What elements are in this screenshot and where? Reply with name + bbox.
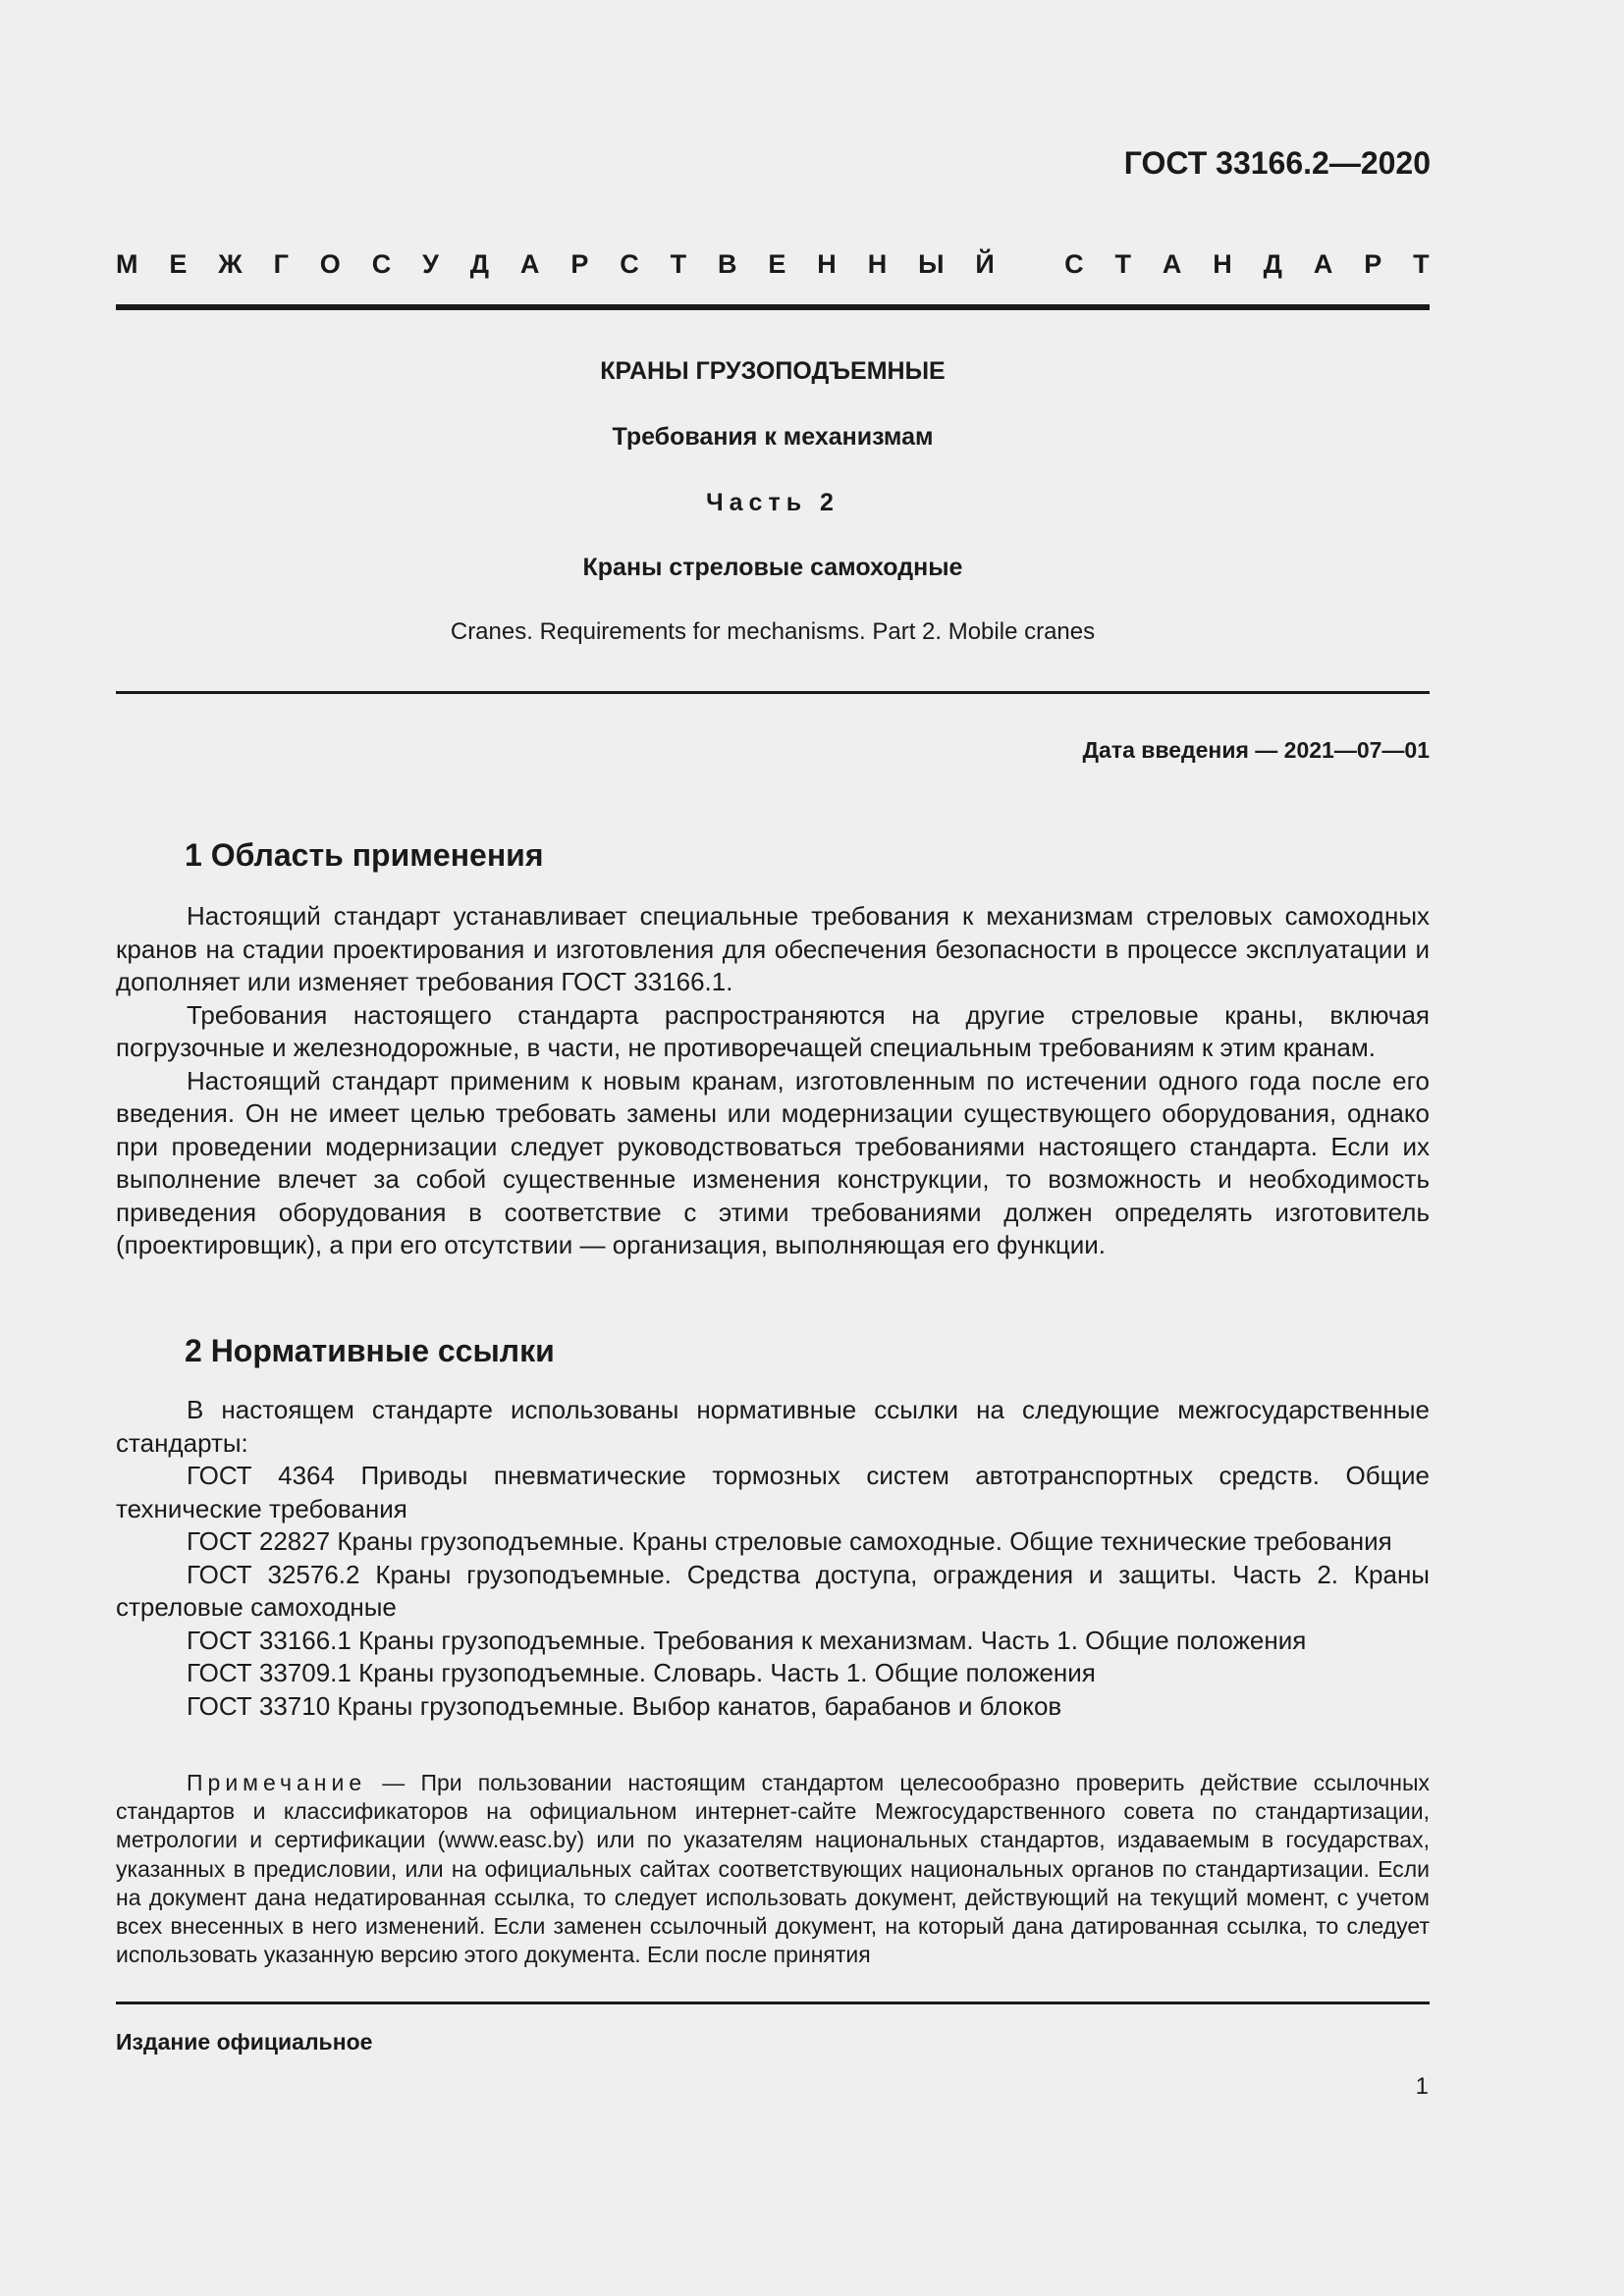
intro-date: Дата введения — 2021—07—01	[1082, 737, 1430, 763]
banner-letter: Д	[1263, 249, 1282, 279]
banner-letter: Р	[1364, 249, 1382, 279]
section-1-paragraph-1: Настоящий стандарт устанавливает специальные требования к механизмам стреловых самоходных кранов на стадии проектирования и изготовления для обеспечения безопасности в процессе эксплуатации и дополняет или изменяет требования ГОСТ 33166.1.	[116, 901, 1430, 996]
banner-letter: А	[519, 249, 540, 279]
section-2-intro: В настоящем стандарте использованы нормативные ссылки на следующие межгосударственные стандарты:	[116, 1395, 1430, 1458]
section-1-paragraph-2: Требования настоящего стандарта распространяются на другие стреловые краны, включая погрузочные и железнодорожные, в части, не противоречащей специальным требованиям к этим кранам.	[116, 999, 1430, 1062]
title-divider	[116, 691, 1430, 694]
banner-letter: Й	[975, 249, 995, 279]
banner-letter: Е	[768, 249, 786, 279]
banner-letter: М	[116, 249, 138, 279]
banner-letter: А	[1313, 249, 1333, 279]
banner-letter: Ж	[218, 249, 243, 279]
banner-letter: Н	[817, 249, 837, 279]
banner-letter: У	[422, 249, 439, 279]
standard-banner	[116, 249, 1430, 280]
section-1-heading: 1 Область применения	[185, 837, 544, 873]
reference-item: ГОСТ 4364 Приводы пневматические тормозных систем автотранспортных средств. Общие технические требования	[116, 1461, 1430, 1523]
banner-letter: С	[371, 249, 392, 279]
section-1-body	[116, 900, 1430, 1262]
section-2-heading: 2 Нормативные ссылки	[185, 1333, 555, 1368]
reference-item: ГОСТ 33709.1 Краны грузоподъемные. Словарь. Часть 1. Общие положения	[187, 1658, 1096, 1687]
note-text: — При пользовании настоящим стандартом целесообразно проверить действие ссылочных стандартов и классификаторов на официальном интернет-сайте Межгосударственного совета по стандартизации, метрологии и сертификации (www.easc.by) или по указателям национальных стандартов, издаваемым в государствах, указанных в предисловии, или на официальных сайтах соответствующих национальных органов по стандартизации. Если на документ дана недатированная ссылка, то следует использовать документ, действующий на текущий момент, с учетом всех внесенных в него изменений. Если заменен ссылочный документ, на который дана датированная ссылка, то следует использовать указанную версию этого документа. Если после принятия	[116, 1770, 1430, 1968]
banner-letter: С	[620, 249, 639, 279]
banner-letter: Т	[1114, 249, 1131, 279]
banner-letter: Н	[1213, 249, 1232, 279]
note	[116, 1769, 1430, 1971]
title-line-4: Краны стреловые самоходные	[582, 554, 963, 581]
title-line-2: Требования к механизмам	[612, 423, 934, 451]
banner-letter: В	[718, 249, 737, 279]
banner-letter: О	[319, 249, 341, 279]
title-line-1: КРАНЫ ГРУЗОПОДЪЕМНЫЕ	[600, 357, 946, 385]
header-divider	[116, 304, 1430, 310]
section-2-body	[116, 1394, 1430, 1723]
banner-letter: Р	[570, 249, 589, 279]
title-english: Cranes. Requirements for mechanisms. Part 2. Mobile cranes	[450, 618, 1096, 645]
banner-letter: Д	[469, 249, 490, 279]
note-label: Примечание	[187, 1770, 367, 1795]
banner-letter: Н	[867, 249, 888, 279]
banner-letter: Г	[273, 249, 289, 279]
banner-letter: А	[1162, 249, 1182, 279]
banner-letter: Т	[1413, 249, 1430, 279]
document-number: ГОСТ 33166.2—2020	[1123, 145, 1431, 181]
title-part: Часть 2	[706, 489, 839, 516]
banner-gap	[1026, 249, 1034, 280]
reference-item: ГОСТ 22827 Краны грузоподъемные. Краны стреловые самоходные. Общие технические требования	[187, 1526, 1392, 1556]
reference-item: ГОСТ 33166.1 Краны грузоподъемные. Требования к механизмам. Часть 1. Общие положения	[187, 1625, 1307, 1655]
banner-letter: Е	[169, 249, 188, 279]
page-number: 1	[1415, 2073, 1429, 2100]
banner-letter: Т	[670, 249, 687, 279]
banner-letter: С	[1064, 249, 1084, 279]
section-1-paragraph-3: Настоящий стандарт применим к новым кранам, изготовленным по истечении одного года после его введения. Он не имеет целью требовать замены или модернизации существующего оборудования, однако при проведении модернизации следует руководствоваться требованиями настоящего стандарта. Если их выполнение влечет за собой существенные изменения конструкции, то возможность и необходимость приведения оборудования в соответствие с этими требованиями должен определять изготовитель (проектировщик), а при его отсутствии — организация, выполняющая его функции.	[116, 1065, 1430, 1259]
reference-item: ГОСТ 33710 Краны грузоподъемные. Выбор канатов, барабанов и блоков	[187, 1690, 1062, 1721]
edition-label: Издание официальное	[116, 2029, 373, 2055]
footer-divider	[116, 2002, 1430, 2004]
reference-item: ГОСТ 32576.2 Краны грузоподъемные. Средства доступа, ограждения и защиты. Часть 2. Краны стреловые самоходные	[116, 1559, 1430, 1622]
banner-letter: Ы	[918, 249, 945, 279]
